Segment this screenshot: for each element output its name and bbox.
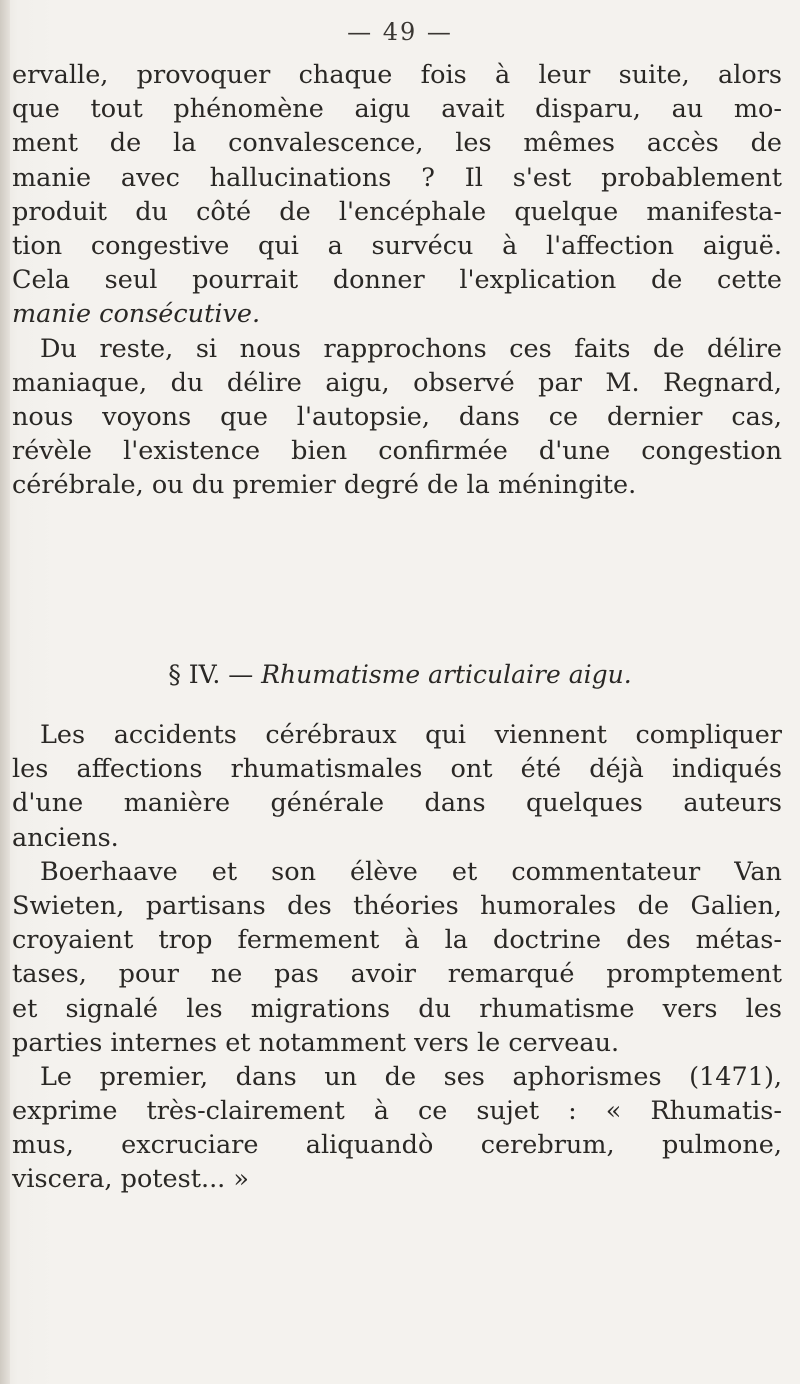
text-line: tion congestive qui a survécu à l'affection aiguë. — [12, 230, 782, 261]
text-line: Les accidents cérébraux qui viennent compliquer — [40, 720, 782, 750]
text-line: les affections rhumatismales ont été déjà indiqués — [12, 754, 782, 785]
text-line: révèle l'existence bien confirmée d'une congestion — [12, 436, 782, 467]
text-line: manie avec hallucinations ? Il s'est probablement — [12, 162, 782, 193]
text-line: maniaque, du délire aigu, observé par M. Regnard, — [12, 367, 782, 398]
text-line: ervalle, provoquer chaque fois à leur suite, alors — [12, 60, 782, 90]
text-line: que tout phénomène aigu avait disparu, au mo- — [12, 94, 782, 125]
text-line: anciens. — [12, 822, 119, 853]
section-number: § IV. — — [168, 660, 254, 689]
text-line: d'une manière générale dans quelques auteurs — [12, 788, 782, 819]
page-number: — 49 — — [347, 18, 453, 46]
text-line: tases, pour ne pas avoir remarqué promptement — [12, 959, 782, 990]
paragraph-3 — [12, 718, 782, 855]
binding-gutter — [0, 0, 10, 1384]
text-line-italic: manie consécutive. — [12, 299, 261, 330]
text-line: parties internes et notamment vers le cerveau. — [12, 1027, 620, 1058]
text-line: nous voyons que l'autopsie, dans ce dernier cas, — [12, 401, 782, 432]
text-line: Le premier, dans un de ses aphorismes (1471), — [40, 1061, 782, 1092]
text-line: produit du côté de l'encéphale quelque manifesta- — [12, 196, 782, 227]
text-line: Cela seul pourrait donner l'explication de cette — [12, 265, 782, 296]
text-block-lower — [12, 718, 782, 1197]
paragraph-5 — [12, 1060, 782, 1197]
text-line: Boerhaave et son élève et commentateur Van — [40, 856, 782, 887]
paragraph-4 — [12, 855, 782, 1060]
text-line: exprime très-clairement à ce sujet : « Rhumatis- — [12, 1096, 782, 1127]
text-line: Swieten, partisans des théories humorales de Galien, — [12, 890, 782, 921]
text-line: viscera, potest... » — [12, 1164, 249, 1195]
text-line: Du reste, si nous rapprochons ces faits de délire — [40, 333, 782, 364]
text-line: ment de la convalescence, les mêmes accès de — [12, 128, 782, 159]
section-title: Rhumatisme articulaire aigu. — [261, 660, 632, 689]
paragraph-1 — [12, 58, 782, 332]
paragraph-2 — [12, 332, 782, 503]
text-line: et signalé les migrations du rhumatisme vers les — [12, 993, 782, 1024]
text-block-upper — [12, 58, 782, 502]
section-heading — [0, 660, 800, 689]
text-line: croyaient trop fermement à la doctrine des métas- — [12, 925, 782, 956]
text-line: mus, excruciare aliquandò cerebrum, pulmone, — [12, 1130, 782, 1161]
text-line: cérébrale, ou du premier degré de la méningite. — [12, 470, 637, 501]
